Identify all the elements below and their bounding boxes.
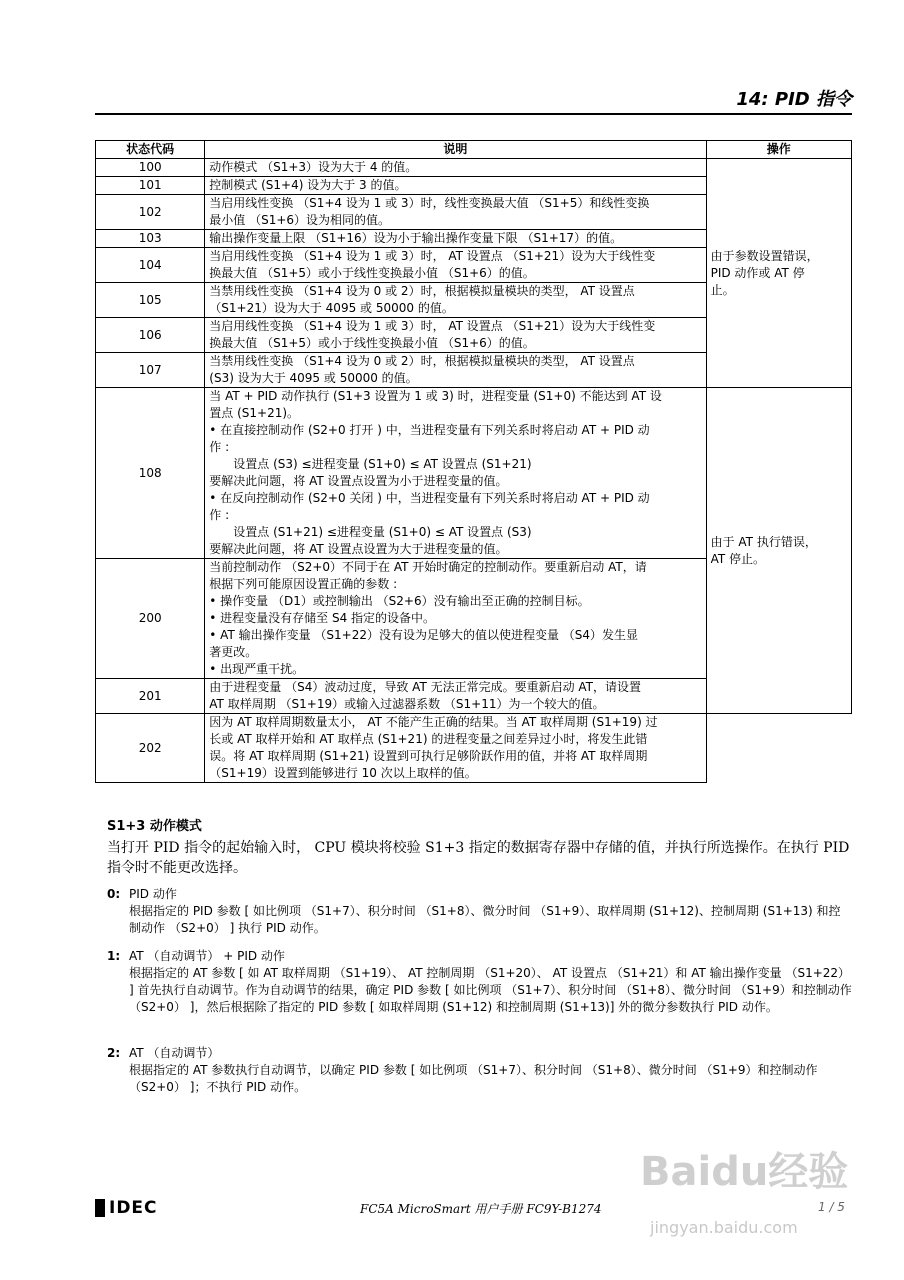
- status-code: 200: [96, 559, 205, 679]
- status-description: [205, 353, 706, 388]
- operation-line: 由于 AT 执行错误，: [710, 534, 817, 549]
- mode-name: AT （自动调节）: [129, 1046, 220, 1060]
- description-line: • 在反向控制动作 (S2+0 关闭 ) 中，当进程变量有下列关系时将启动 AT + PID 动: [209, 491, 650, 505]
- status-code: 105: [96, 283, 205, 318]
- chapter-heading: 14: PID 指令: [736, 89, 852, 110]
- mode-number: 2:: [107, 1046, 121, 1060]
- status-description: [205, 177, 706, 195]
- operation-line: AT 停止。: [710, 551, 766, 566]
- status-description: [205, 388, 706, 559]
- description-line: 长或 AT 取样开始和 AT 取样点 (S1+21) 的进程变量之间差异过小时，将发生此错: [209, 732, 648, 746]
- status-code: 108: [96, 388, 205, 559]
- table-row: [96, 159, 852, 177]
- description-line: （S1+21）设为大于 4095 或 50000 的值。: [209, 301, 454, 315]
- description-line: 当禁用线性变换 （S1+4 设为 0 或 2）时，根据模拟量模块的类型， AT 设置点: [209, 284, 635, 298]
- section-intro: 当打开 PID 指令的起始输入时， CPU 模块将校验 S1+3 指定的数据寄存器中存储的值，并执行所选操作。在执行 PID 指令时不能更改选择。: [107, 840, 850, 876]
- description-line: 误。将 AT 取样周期 (S1+21) 设置到可执行足够阶跃作用的值，并将 AT 取样周期: [209, 749, 648, 763]
- mode-number: 0:: [107, 887, 121, 901]
- idec-logo: [95, 1198, 158, 1218]
- table-row: [96, 714, 852, 783]
- description-line: 置点 (S1+21)。: [209, 406, 300, 420]
- description-line: (S3) 设为大于 4095 或 50000 的值。: [209, 371, 418, 385]
- mode-body: 根据指定的 AT 参数 [ 如 AT 取样周期 （S1+19）、 AT 控制周期 （S1+20）、 AT 设置点 （S1+21）和 AT 输出操作变量 （S1+22） ] 首先执行自动调节。作为自动调节的结果，确定 PID 参数 [ 如比例项 （S1+7）、积分时间 （S1+8）、微分时间 （S1+9）和控制动作 （S2+0） ]，然后根据除了指定的 PID 参数 [ 如取样周期 (S1+12) 和控制周期 (S1+13)] 外的微分参数执行 PID 动作。: [129, 966, 852, 1014]
- operation-line: 由于参数设置错误，: [710, 248, 819, 263]
- operation-line: 止。: [710, 282, 735, 297]
- operation-cell: [706, 159, 851, 388]
- watermark: Baidu经验: [640, 1149, 849, 1195]
- description-line: 当 AT + PID 动作执行 (S1+3 设置为 1 或 3) 时，进程变量 (S1+0) 不能达到 AT 设: [209, 389, 662, 403]
- description-line: • 在直接控制动作 (S2+0 打开 ) 中，当进程变量有下列关系时将启动 AT + PID 动: [209, 423, 650, 437]
- description-line: 控制模式 (S1+4) 设为大于 3 的值。: [209, 178, 407, 192]
- header-rule: [95, 113, 852, 115]
- status-code: 103: [96, 230, 205, 248]
- status-description: [205, 318, 706, 353]
- status-description: [205, 230, 706, 248]
- status-description: [205, 195, 706, 230]
- description-line: 当启用线性变换 （S1+4 设为 1 或 3）时，线性变换最大值 （S1+5）和线性变换: [209, 196, 650, 210]
- logo-text: IDEC: [109, 1198, 158, 1218]
- mode-number: 1:: [107, 949, 121, 963]
- mode-name: PID 动作: [129, 887, 177, 901]
- description-line: 由于进程变量 （S4）波动过度，导致 AT 无法正常完成。要重新启动 AT，请设置: [209, 680, 642, 694]
- description-line: 当禁用线性变换 （S1+4 设为 0 或 2）时，根据模拟量模块的类型， AT 设置点: [209, 354, 635, 368]
- status-code: 106: [96, 318, 205, 353]
- description-line: 作 :: [209, 508, 230, 522]
- mode-body: 根据指定的 AT 参数执行自动调节，以确定 PID 参数 [ 如比例项 （S1+7）、积分时间 （S1+8）、微分时间 （S1+9）和控制动作 （S2+0） ]；不执行 PID 动作。: [129, 1063, 818, 1094]
- col-header-code: 状态代码: [96, 141, 205, 159]
- status-code: 101: [96, 177, 205, 195]
- operation-line: PID 动作或 AT 停: [710, 265, 805, 280]
- description-line: 最小值 （S1+6）设为相同的值。: [209, 213, 391, 227]
- mode-body: 根据指定的 PID 参数 [ 如比例项 （S1+7）、积分时间 （S1+8）、微分时间 （S1+9）、取样周期 (S1+12)、控制周期 (S1+13) 和控制动作 （S2+0） ] 执行 PID 动作。: [129, 904, 841, 935]
- operation-cell: [706, 388, 851, 714]
- mode-name: AT （自动调节） + PID 动作: [129, 949, 285, 963]
- mode-item: [107, 886, 852, 937]
- description-line: 要解决此问题，将 AT 设置点设置为小于进程变量的值。: [209, 474, 508, 488]
- status-description: [205, 679, 706, 714]
- status-code: 202: [96, 714, 205, 783]
- status-description: [205, 159, 706, 177]
- description-line: 输出操作变量上限 （S1+16）设为小于输出操作变量下限 （S1+17）的值。: [209, 231, 623, 245]
- description-line: 设置点 (S3) ≤进程变量 (S1+0) ≤ AT 设置点 (S1+21): [233, 457, 532, 471]
- description-line: AT 取样周期 （S1+19）或输入过滤器系数 （S1+11）为一个较大的值。: [209, 697, 605, 711]
- description-line: • 操作变量 （D1）或控制输出 （S2+6）没有输出至正确的控制目标。: [209, 594, 590, 608]
- description-line: 要解决此问题，将 AT 设置点设置为大于进程变量的值。: [209, 542, 508, 556]
- page-number: 1 / 5: [818, 1200, 845, 1214]
- col-header-desc: 说明: [205, 141, 706, 159]
- description-line: 根据下列可能原因设置正确的参数 :: [209, 577, 398, 591]
- logo-mark-icon: [95, 1199, 105, 1217]
- status-code: 102: [96, 195, 205, 230]
- description-line: • AT 输出操作变量 （S1+22）没有设为足够大的值以使进程变量 （S4）发生显: [209, 628, 639, 642]
- status-code-table: [95, 140, 852, 783]
- mode-item: [107, 948, 852, 1016]
- section-title: S1+3 动作模式: [107, 819, 202, 834]
- status-code: 100: [96, 159, 205, 177]
- status-description: [205, 714, 706, 783]
- status-description: [205, 248, 706, 283]
- description-line: 动作模式 （S1+3）设为大于 4 的值。: [209, 160, 418, 174]
- description-line: 当启用线性变换 （S1+4 设为 1 或 3）时， AT 设置点 （S1+21）设为大于线性变: [209, 249, 656, 263]
- mode-item: [107, 1045, 852, 1096]
- status-code: 107: [96, 353, 205, 388]
- description-line: 当启用线性变换 （S1+4 设为 1 或 3）时， AT 设置点 （S1+21）设为大于线性变: [209, 319, 656, 333]
- footer-title: FC5A MicroSmart 用户手册 FC9Y-B1274: [360, 1202, 602, 1216]
- description-line: （S1+19）设置到能够进行 10 次以上取样的值。: [209, 766, 477, 780]
- description-line: 当前控制动作 （S2+0）不同于在 AT 开始时确定的控制动作。要重新启动 AT，请: [209, 560, 647, 574]
- description-line: 作 :: [209, 440, 230, 454]
- status-description: [205, 559, 706, 679]
- description-line: • 出现严重干扰。: [209, 662, 305, 676]
- status-description: [205, 283, 706, 318]
- description-line: 设置点 (S1+21) ≤进程变量 (S1+0) ≤ AT 设置点 (S3): [233, 525, 532, 539]
- description-line: 著更改。: [209, 645, 258, 659]
- col-header-op: 操作: [706, 141, 851, 159]
- description-line: 因为 AT 取样周期数量太小， AT 不能产生正确的结果。当 AT 取样周期 (S1+19) 过: [209, 715, 658, 729]
- description-line: 换最大值 （S1+5）或小于线性变换最小值 （S1+6）的值。: [209, 266, 535, 280]
- table-row: [96, 388, 852, 559]
- status-code: 104: [96, 248, 205, 283]
- watermark-url: jingyan.baidu.com: [650, 1218, 798, 1237]
- description-line: 换最大值 （S1+5）或小于线性变换最小值 （S1+6）的值。: [209, 336, 535, 350]
- description-line: • 进程变量没有存储至 S4 指定的设备中。: [209, 611, 436, 625]
- status-code: 201: [96, 679, 205, 714]
